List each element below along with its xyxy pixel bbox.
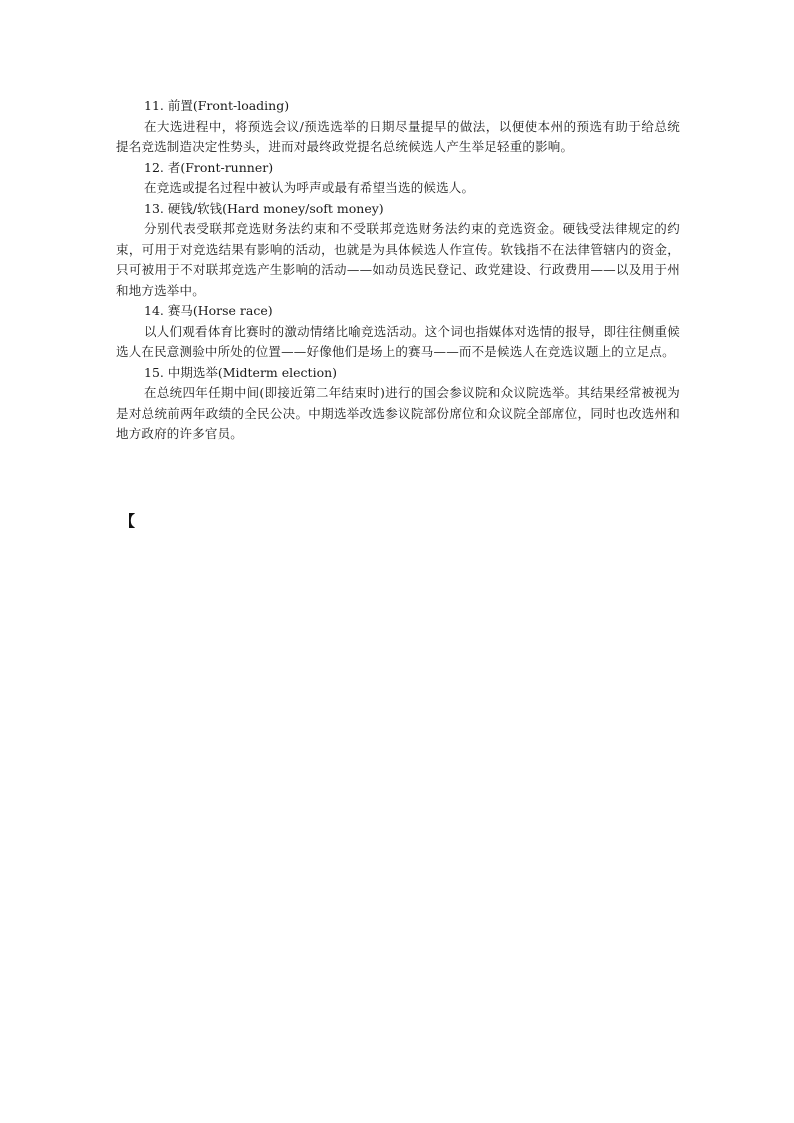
entry-body: 在竞选或提名过程中被认为呼声或最有希望当选的候选人。 — [144, 180, 475, 195]
stray-bracket-mark: 【 — [120, 512, 136, 530]
glossary-entry-14 — [116, 301, 680, 363]
glossary-entry-15 — [116, 363, 680, 445]
entry-body: 在大选进程中，将预选会议/预选选举的日期尽量提早的做法，以便使本州的预选有助于给总统提名竞选制造决定性势头，进而对最终政党提名总统候选人产生举足轻重的影响。 — [116, 118, 680, 154]
entry-heading: 14. 赛马(Horse race) — [144, 303, 273, 318]
entry-heading: 13. 硬钱/软钱(Hard money/soft money) — [144, 200, 384, 216]
entry-heading: 11. 前置(Front-loading) — [144, 98, 290, 113]
entry-heading: 15. 中期选举(Midterm election) — [144, 364, 338, 380]
glossary-entry-11 — [116, 96, 680, 158]
entry-body: 以人们观看体育比赛时的激动情绪比喻竞选活动。这个词也指媒体对选情的报导，即往往侧重候选人在民意测验中所处的位置——好像他们是场上的赛马——而不是候选人在竞选议题上的立足点。 — [116, 323, 680, 359]
glossary-content — [116, 96, 680, 445]
entry-body: 在总统四年任期中间(即接近第二年结束时)进行的国会参议院和众议院选举。其结果经常被视为是对总统前两年政绩的全民公决。中期选举改选参议院部份席位和众议院全部席位，同时也改选州和地方政府的许多官员。 — [116, 385, 680, 441]
entry-heading: 12. 者(Front-runner) — [144, 159, 274, 175]
glossary-entry-12 — [116, 158, 680, 199]
entry-body: 分别代表受联邦竞选财务法约束和不受联邦竞选财务法约束的竞选资金。硬钱受法律规定的约束，可用于对竞选结果有影响的活动，也就是为具体候选人作宣传。软钱指不在法律管辖内的资金，只可被用于不对联邦竞选产生影响的活动——如动员选民登记、政党建设、行政费用——以及用于州和地方选举中。 — [116, 221, 680, 298]
glossary-entry-13 — [116, 199, 680, 302]
